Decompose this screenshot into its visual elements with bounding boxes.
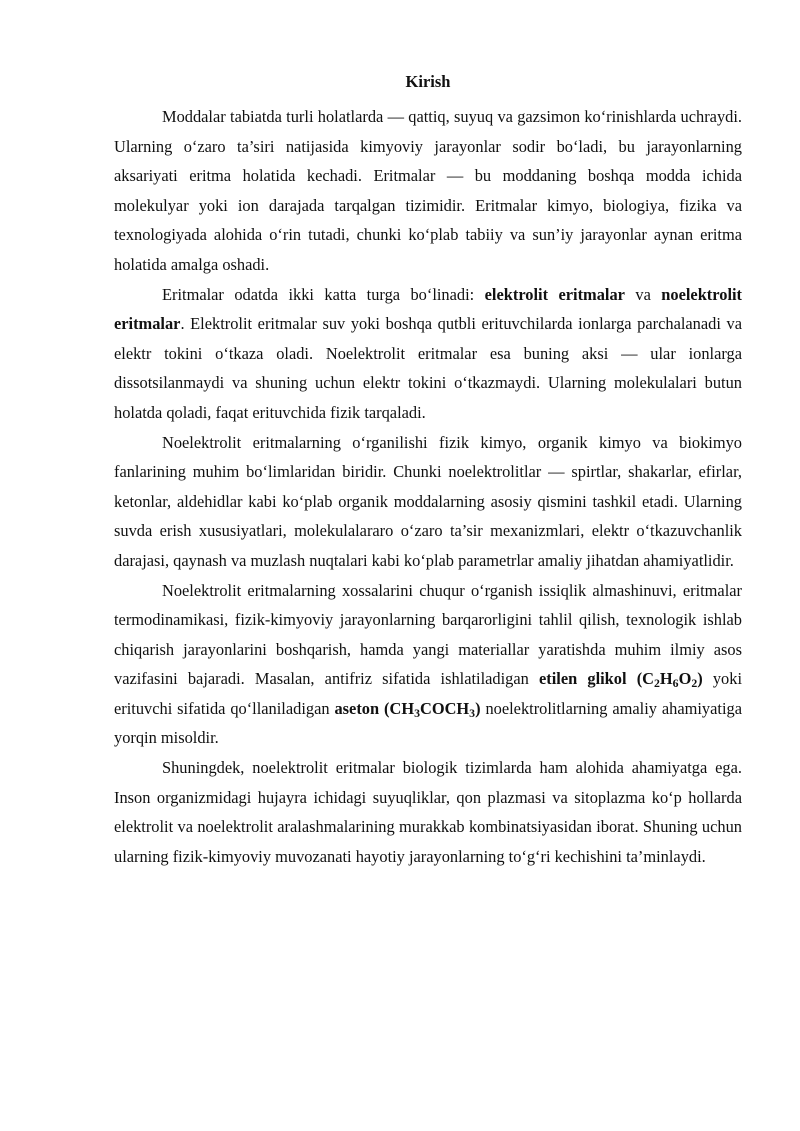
formula-subscript: 3: [469, 705, 476, 720]
term-ethylene-glycol: etilen glikol: [539, 669, 627, 689]
paragraph-2: [114, 280, 742, 428]
paragraph-2-text: Eritmalar odatda ikki katta turga bo‘linadi:: [162, 284, 485, 304]
document-page: [114, 70, 742, 871]
formula-paren: (: [384, 698, 390, 718]
formula-paren: ): [697, 669, 703, 689]
paragraph-4-text: yoki erituvchi sifatida qo‘llaniladigan: [114, 669, 742, 718]
term-electrolyte-solutions: elektrolit eritmalar: [484, 284, 625, 304]
formula-subscript: 2: [691, 676, 698, 691]
paragraph-5: Shuningdek, noelektrolit eritmalar biologik tizimlarda ham alohida ahamiyatga ega. Inson organizmidagi hujayra ichidagi suyuqliklar, qon plazmasi va sitoplazma ko‘p hollarda elektrolit va noelektrolit aralashmalarining murakkab kombinatsiyasidan iborat. Shuning uchun ularning fizik-kimyoviy muvozanati hayotiy jarayonlarning to‘g‘ri kechishini ta’minlaydi.: [114, 758, 742, 866]
paragraph-1: Moddalar tabiatda turli holatlarda — qattiq, suyuq va gazsimon ko‘rinishlarda uchraydi. Ularning o‘zaro ta’siri natijasida kimyoviy jarayonlar sodir bo‘ladi, bu jarayonlarning aksariyati eritma holatida kechadi. Eritmalar — bu moddaning boshqa modda ichida molekulyar yoki ion darajada tarqalgan tizimidir. Eritmalar kimyo, biologiya, fizika va texnologiyada alohida o‘rin tutadi, chunki ko‘plab tabiiy va sun’iy jarayonlar aynan eritma holatida amalga oshadi.: [114, 107, 742, 274]
formula-acetone: [384, 699, 481, 718]
formula-subscript: 6: [672, 676, 679, 691]
term-nonelectrolyte-solutions: noelektrolit eritmalar: [114, 284, 743, 334]
paragraph-3: Noelektrolit eritmalarning o‘rganilishi fizik kimyo, organik kimyo va biokimyo fanlarining muhim bo‘limlaridan biridir. Chunki noelektrolitlar — spirtlar, shakarlar, efirlar, ketonlar, aldehidlar kabi ko‘plab organik moddalarning asosiy qismini tashkil etadi. Ularning suvda erish xususiyatlari, molekulalararo o‘zaro ta’sir mexanizmlari, elektr o‘tkazuvchanlik darajasi, qaynash va muzlash nuqtalari kabi ko‘plab parametrlar amaliy jihatdan ahamiyatlidir.: [114, 432, 742, 570]
paragraph-2-text: . Elektrolit eritmalar suv yoki boshqa qutbli erituvchilarda ionlarga parchalanadi va elektr tokini o‘tkaza oladi. Noelektrolit eritmalar esa buning aksi — ular ionlarga dissotsilanmaydi va shuning uchun elektr tokini o‘tkazmaydi. Ularning molekulalari butun holatda qoladi, faqat erituvchida fizik tarqaladi.: [114, 314, 742, 422]
paragraph-4-text: noelektrolitlarning amaliy ahamiyatiga yorqin misoldir.: [114, 698, 742, 748]
paragraph-4-text: Noelektrolit eritmalarning xossalarini chuqur o‘rganish issiqlik almashinuvi, eritmalar termodinamikasi, fizik-kimyoviy jarayonlarning barqarorligini tahlil qilish, texnologik ishlab chiqarish jarayonlarini boshqarish, hamda yangi materiallar yaratishda muhim ilmiy asos vazifasini bajaradi. Masalan, antifriz sifatida ishlatiladigan: [114, 580, 742, 689]
formula-element: C: [642, 669, 655, 689]
formula-element: COCH: [419, 698, 470, 718]
page-title: Kirish: [405, 72, 451, 91]
formula-subscript: 2: [654, 676, 660, 691]
paragraph-2-text: va: [624, 284, 662, 304]
formula-element: H: [659, 669, 673, 689]
formula-subscript: 3: [414, 705, 420, 720]
formula-ethylene-glycol: [626, 669, 703, 691]
term-acetone: aseton: [334, 698, 380, 718]
paragraph-4: [114, 576, 742, 754]
formula-paren: (: [626, 669, 643, 689]
formula-element: O: [678, 669, 692, 689]
formula-paren: ): [475, 698, 481, 718]
formula-element: CH: [389, 698, 415, 718]
